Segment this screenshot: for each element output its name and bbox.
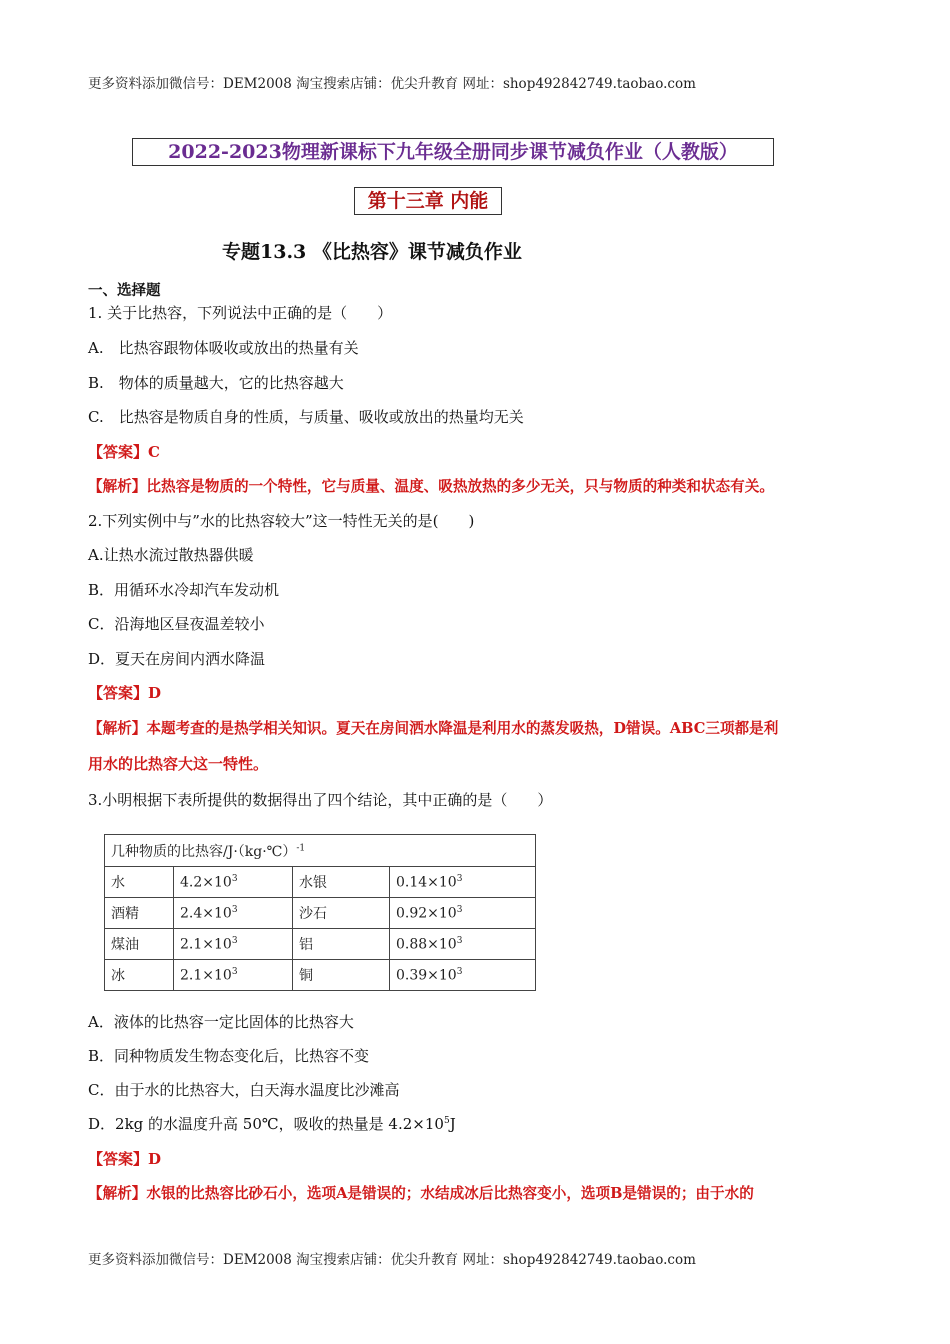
table-cell: 沙石 <box>293 898 390 929</box>
q3-analysis: 【解析】水银的比热容比砂石小，选项A是错误的；水结成冰后比热容变小，选项B是错误的；由于水的 <box>88 1185 754 1202</box>
table-cell: 铜 <box>293 960 390 991</box>
q2-option-c: C．沿海地区昼夜温差较小 <box>88 615 265 633</box>
q2-option-a: A.让热水流过散热器供暖 <box>88 546 254 564</box>
q3-answer: 【答案】D <box>88 1150 162 1168</box>
q2-option-d: D．夏天在房间内洒水降温 <box>88 650 266 668</box>
q1-answer: 【答案】C <box>88 443 160 461</box>
table-cell: 煤油 <box>105 929 174 960</box>
table-row <box>105 898 536 929</box>
table-cell: 水银 <box>293 867 390 898</box>
q1-analysis: 【解析】比热容是物质的一个特性，它与质量、温度、吸热放热的多少无关，只与物质的种类和状态有关。 <box>88 478 774 495</box>
page-header: 更多资料添加微信号：DEM2008 淘宝搜索店铺：优尖升教育 网址：shop492842749.taobao.com <box>88 76 696 92</box>
table-row <box>105 867 536 898</box>
q3-stem: 3.小明根据下表所提供的数据得出了四个结论，其中正确的是（ ） <box>88 791 553 809</box>
q2-answer: 【答案】D <box>88 684 162 702</box>
q1-option-a: A. 比热容跟物体吸收或放出的热量有关 <box>88 339 359 357</box>
q1-stem: 1. 关于比热容，下列说法中正确的是（ ） <box>88 304 393 322</box>
q1-option-b: B. 物体的质量越大，它的比热容越大 <box>88 374 344 392</box>
q3-option-a: A．液体的比热容一定比固体的比热容大 <box>88 1013 354 1031</box>
table-cell: $0.88\times 10^3$ <box>390 929 536 960</box>
q2-stem: 2.下列实例中与”水的比热容较大”这一特性无关的是( ) <box>88 512 475 530</box>
q3-option-c: C．由于水的比热容大，白天海水温度比沙滩高 <box>88 1081 400 1099</box>
table-cell: $2.4\times 10^3$ <box>174 898 293 929</box>
chapter-title: 第十三章 内能 <box>354 187 502 215</box>
page-footer: 更多资料添加微信号：DEM2008 淘宝搜索店铺：优尖升教育 网址：shop492842749.taobao.com <box>88 1252 696 1268</box>
table-cell: $0.14\times 10^3$ <box>390 867 536 898</box>
table-cell: 铝 <box>293 929 390 960</box>
q2-analysis-line1: 【解析】本题考查的是热学相关知识。夏天在房间洒水降温是利用水的蒸发吸热，D错误。ABC三项都是利 <box>88 720 779 737</box>
table-cell: $0.39\times 10^3$ <box>390 960 536 991</box>
q2-analysis-line2: 用水的比热容大这一特性。 <box>88 755 269 773</box>
q2-option-b: B．用循环水冷却汽车发动机 <box>88 581 280 599</box>
q1-option-c: C. 比热容是物质自身的性质，与质量、吸收或放出的热量均无关 <box>88 408 524 426</box>
specific-heat-table <box>104 834 536 991</box>
table-row <box>105 929 536 960</box>
table-row <box>105 960 536 991</box>
table-cell: $2.1\times 10^3$ <box>174 929 293 960</box>
document-title: 2022-2023物理新课标下九年级全册同步课节减负作业（人教版） <box>132 138 774 166</box>
section-heading: 一、选择题 <box>88 282 161 299</box>
table-cell: 冰 <box>105 960 174 991</box>
topic-title: 专题13.3 《比热容》课节减负作业 <box>222 241 522 263</box>
q3-option-d: D．2kg 的水温度升高 50℃，吸收的热量是 $4.2\times 10^5J$ <box>88 1115 456 1133</box>
table-cell: $4.2\times 10^3$ <box>174 867 293 898</box>
table-cell: $2.1\times 10^3$ <box>174 960 293 991</box>
q3-option-b: B．同种物质发生物态变化后，比热容不变 <box>88 1047 370 1065</box>
table-cell: $0.92\times 10^3$ <box>390 898 536 929</box>
table-cell: 水 <box>105 867 174 898</box>
table-cell: 酒精 <box>105 898 174 929</box>
table-caption: 几种物质的比热容/J·（kg·℃）$^{-1}$ <box>105 835 536 867</box>
